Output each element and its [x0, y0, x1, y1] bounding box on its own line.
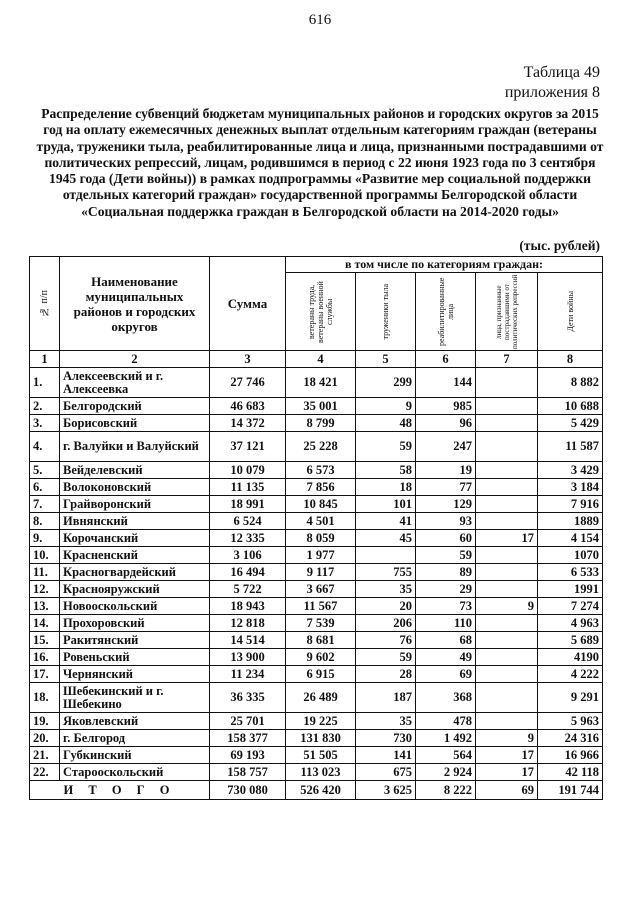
rehab-cell: 247: [416, 432, 476, 462]
table-row: [30, 479, 603, 496]
sum-cell: 69 193: [210, 747, 286, 764]
row-number: 17.: [30, 666, 60, 683]
children-cell: 3 429: [538, 462, 603, 479]
header-num-text: № п/п: [39, 290, 50, 317]
sum-cell: 37 121: [210, 432, 286, 462]
table-row: [30, 666, 603, 683]
workers-cell: 206: [356, 615, 416, 632]
rehab-cell: 478: [416, 713, 476, 730]
repressed-cell: [476, 649, 538, 666]
rehab-cell: 2 924: [416, 764, 476, 781]
header-workers: [356, 273, 416, 351]
total-row: [30, 781, 603, 800]
col-index: 5: [356, 351, 416, 368]
rehab-cell: 985: [416, 398, 476, 415]
sum-cell: 46 683: [210, 398, 286, 415]
header-name: Наименование муниципальных районов и городских округов: [60, 257, 210, 351]
workers-cell: 41: [356, 513, 416, 530]
district-name: Шебекинский и г. Шебекино: [60, 683, 210, 713]
children-cell: 42 118: [538, 764, 603, 781]
rehab-cell: 144: [416, 368, 476, 398]
workers-cell: 35: [356, 713, 416, 730]
repressed-cell: [476, 496, 538, 513]
repressed-cell: 17: [476, 747, 538, 764]
sum-cell: 5 722: [210, 581, 286, 598]
row-number: 5.: [30, 462, 60, 479]
repressed-cell: 17: [476, 764, 538, 781]
veterans-cell: 113 023: [286, 764, 356, 781]
row-number: 13.: [30, 598, 60, 615]
sum-cell: 158 757: [210, 764, 286, 781]
sum-cell: 18 943: [210, 598, 286, 615]
repressed-cell: [476, 666, 538, 683]
workers-cell: [356, 547, 416, 564]
table-row: [30, 581, 603, 598]
units-label: (тыс. рублей): [519, 238, 600, 253]
rehab-cell: 1 492: [416, 730, 476, 747]
col-index: 1: [30, 351, 60, 368]
table-row: [30, 747, 603, 764]
rehab-cell: 73: [416, 598, 476, 615]
district-name: Прохоровский: [60, 615, 210, 632]
sum-cell: 11 234: [210, 666, 286, 683]
rehab-cell: 59: [416, 547, 476, 564]
row-number: 9.: [30, 530, 60, 547]
total-rehab: 8 222: [416, 781, 476, 800]
district-name: Старооскольский: [60, 764, 210, 781]
rehab-cell: 29: [416, 581, 476, 598]
workers-cell: 58: [356, 462, 416, 479]
children-cell: 7 916: [538, 496, 603, 513]
rehab-cell: 69: [416, 666, 476, 683]
repressed-cell: [476, 683, 538, 713]
table-row: [30, 415, 603, 432]
district-name: Белгородский: [60, 398, 210, 415]
repressed-cell: [476, 462, 538, 479]
row-number: 16.: [30, 649, 60, 666]
rehab-cell: 368: [416, 683, 476, 713]
row-number: 11.: [30, 564, 60, 581]
table-row: [30, 649, 603, 666]
district-name: Губкинский: [60, 747, 210, 764]
workers-cell: 141: [356, 747, 416, 764]
row-number: 2.: [30, 398, 60, 415]
col-index: 8: [538, 351, 603, 368]
children-cell: 5 429: [538, 415, 603, 432]
veterans-cell: 25 228: [286, 432, 356, 462]
total-workers: 3 625: [356, 781, 416, 800]
veterans-cell: 11 567: [286, 598, 356, 615]
children-cell: 5 963: [538, 713, 603, 730]
district-name: Красненский: [60, 547, 210, 564]
table-row: [30, 683, 603, 713]
header-category-group: в том числе по категориям граждан:: [286, 257, 603, 273]
sum-cell: 6 524: [210, 513, 286, 530]
children-cell: 11 587: [538, 432, 603, 462]
workers-cell: 187: [356, 683, 416, 713]
children-cell: 4190: [538, 649, 603, 666]
district-name: Вейделевский: [60, 462, 210, 479]
sum-cell: 14 514: [210, 632, 286, 649]
veterans-cell: 26 489: [286, 683, 356, 713]
district-name: Алексеевский и г. Алексеевка: [60, 368, 210, 398]
row-number: 10.: [30, 547, 60, 564]
children-cell: 1991: [538, 581, 603, 598]
district-name: г. Белгород: [60, 730, 210, 747]
sum-cell: 16 494: [210, 564, 286, 581]
workers-cell: 755: [356, 564, 416, 581]
col-index: 6: [416, 351, 476, 368]
repressed-cell: 17: [476, 530, 538, 547]
veterans-cell: 8 059: [286, 530, 356, 547]
sum-cell: 14 372: [210, 415, 286, 432]
children-cell: 7 274: [538, 598, 603, 615]
repressed-cell: [476, 479, 538, 496]
repressed-cell: [476, 415, 538, 432]
workers-cell: 45: [356, 530, 416, 547]
children-cell: 24 316: [538, 730, 603, 747]
row-number: 8.: [30, 513, 60, 530]
district-name: Грайворонский: [60, 496, 210, 513]
row-number: 20.: [30, 730, 60, 747]
header-repressed: [476, 273, 538, 351]
col-index: 3: [210, 351, 286, 368]
veterans-cell: 9 602: [286, 649, 356, 666]
row-number: 1.: [30, 368, 60, 398]
table-row: [30, 713, 603, 730]
children-cell: 6 533: [538, 564, 603, 581]
district-name: Волоконовский: [60, 479, 210, 496]
row-number: 3.: [30, 415, 60, 432]
veterans-cell: 18 421: [286, 368, 356, 398]
workers-cell: 35: [356, 581, 416, 598]
veterans-cell: 131 830: [286, 730, 356, 747]
children-cell: 9 291: [538, 683, 603, 713]
children-cell: 4 963: [538, 615, 603, 632]
col-index: 2: [60, 351, 210, 368]
sum-cell: 27 746: [210, 368, 286, 398]
rehab-cell: 129: [416, 496, 476, 513]
sum-cell: 13 900: [210, 649, 286, 666]
workers-cell: 101: [356, 496, 416, 513]
table-row: [30, 496, 603, 513]
repressed-cell: [476, 513, 538, 530]
veterans-cell: 7 856: [286, 479, 356, 496]
sum-cell: 3 106: [210, 547, 286, 564]
header-children: [538, 273, 603, 351]
row-number: 14.: [30, 615, 60, 632]
row-number: 19.: [30, 713, 60, 730]
workers-cell: 59: [356, 432, 416, 462]
workers-cell: 20: [356, 598, 416, 615]
document-title: Распределение субвенций бюджетам муниципальных районов и городских округов за 2015 год на оплату ежемесячных денежных выплат отдельным категориям граждан (ветераны труда, труженики тыла, реабилитированные лица и лица, признанными пострадавшими от политических репрессий, лицам, родившимся в период с 22 июня 1923 года по 3 сентября 1945 года (Дети войны)) в рамках подпрограммы «Развитие мер социальной поддержки отдельных категорий граждан» государственной программы Белгородской области «Социальная поддержка граждан в Белгородской области на 2014-2020 годы»: [36, 106, 604, 219]
workers-cell: 9: [356, 398, 416, 415]
veterans-cell: 7 539: [286, 615, 356, 632]
table-row: [30, 462, 603, 479]
veterans-cell: 51 505: [286, 747, 356, 764]
workers-cell: 28: [356, 666, 416, 683]
repressed-cell: [476, 432, 538, 462]
header-veterans: [286, 273, 356, 351]
veterans-cell: 1 977: [286, 547, 356, 564]
workers-cell: 59: [356, 649, 416, 666]
total-sum: 730 080: [210, 781, 286, 800]
rehab-cell: 93: [416, 513, 476, 530]
total-repressed: 69: [476, 781, 538, 800]
children-cell: 4 222: [538, 666, 603, 683]
workers-cell: 675: [356, 764, 416, 781]
district-name: Корочанский: [60, 530, 210, 547]
header-rehab-text: реабилитированные лица: [436, 277, 455, 346]
row-number: 22.: [30, 764, 60, 781]
sum-cell: 12 818: [210, 615, 286, 632]
col-index: 4: [286, 351, 356, 368]
rehab-cell: 60: [416, 530, 476, 547]
district-name: Ракитянский: [60, 632, 210, 649]
col-index: 7: [476, 351, 538, 368]
district-name: Борисовский: [60, 415, 210, 432]
district-name: Ровеньский: [60, 649, 210, 666]
children-cell: 4 154: [538, 530, 603, 547]
table-row: [30, 530, 603, 547]
header-repressed-text: лица, признанные пострадавшими от политических репрессий: [494, 274, 519, 349]
row-number: 6.: [30, 479, 60, 496]
workers-cell: 48: [356, 415, 416, 432]
repressed-cell: [476, 564, 538, 581]
column-index-row: [30, 351, 603, 368]
header-rehab: [416, 273, 476, 351]
table-row: [30, 513, 603, 530]
veterans-cell: 19 225: [286, 713, 356, 730]
rehab-cell: 110: [416, 615, 476, 632]
rehab-cell: 49: [416, 649, 476, 666]
table-row: [30, 764, 603, 781]
row-number: 7.: [30, 496, 60, 513]
workers-cell: 76: [356, 632, 416, 649]
district-name: Чернянский: [60, 666, 210, 683]
repressed-cell: [476, 547, 538, 564]
workers-cell: 730: [356, 730, 416, 747]
annex-label: приложения 8: [504, 84, 600, 101]
repressed-cell: [476, 632, 538, 649]
district-name: Яковлевский: [60, 713, 210, 730]
rehab-cell: 77: [416, 479, 476, 496]
rehab-cell: 19: [416, 462, 476, 479]
repressed-cell: [476, 398, 538, 415]
sum-cell: 25 701: [210, 713, 286, 730]
repressed-cell: 9: [476, 598, 538, 615]
rehab-cell: 89: [416, 564, 476, 581]
table-label: Таблица 49: [523, 64, 600, 81]
district-name: г. Валуйки и Валуйский: [60, 432, 210, 462]
table-row: [30, 432, 603, 462]
children-cell: 1070: [538, 547, 603, 564]
row-number: 12.: [30, 581, 60, 598]
rehab-cell: 564: [416, 747, 476, 764]
header-sum: Сумма: [210, 257, 286, 351]
rehab-cell: 96: [416, 415, 476, 432]
table-row: [30, 598, 603, 615]
total-label: И Т О Г О: [30, 781, 210, 800]
header-num: [30, 257, 60, 351]
workers-cell: 18: [356, 479, 416, 496]
sum-cell: 36 335: [210, 683, 286, 713]
table-row: [30, 730, 603, 747]
veterans-cell: 8 799: [286, 415, 356, 432]
row-number: 15.: [30, 632, 60, 649]
veterans-cell: 9 117: [286, 564, 356, 581]
repressed-cell: [476, 581, 538, 598]
veterans-cell: 6 915: [286, 666, 356, 683]
page-number: 616: [308, 12, 332, 28]
veterans-cell: 3 667: [286, 581, 356, 598]
children-cell: 8 882: [538, 368, 603, 398]
sum-cell: 12 335: [210, 530, 286, 547]
district-name: Новооскольский: [60, 598, 210, 615]
sum-cell: 11 135: [210, 479, 286, 496]
repressed-cell: [476, 368, 538, 398]
district-name: Красногвардейский: [60, 564, 210, 581]
total-veterans: 526 420: [286, 781, 356, 800]
row-number: 21.: [30, 747, 60, 764]
row-number: 4.: [30, 432, 60, 462]
repressed-cell: [476, 713, 538, 730]
children-cell: 1889: [538, 513, 603, 530]
sum-cell: 18 991: [210, 496, 286, 513]
repressed-cell: [476, 615, 538, 632]
children-cell: 5 689: [538, 632, 603, 649]
veterans-cell: 35 001: [286, 398, 356, 415]
children-cell: 10 688: [538, 398, 603, 415]
repressed-cell: 9: [476, 730, 538, 747]
sum-cell: 10 079: [210, 462, 286, 479]
table-row: [30, 632, 603, 649]
district-name: Ивнянский: [60, 513, 210, 530]
header-children-text: Дети войны: [565, 291, 575, 332]
row-number: 18.: [30, 683, 60, 713]
table-row: [30, 615, 603, 632]
veterans-cell: 4 501: [286, 513, 356, 530]
table-row: [30, 368, 603, 398]
children-cell: 3 184: [538, 479, 603, 496]
total-children: 191 744: [538, 781, 603, 800]
table-row: [30, 547, 603, 564]
veterans-cell: 10 845: [286, 496, 356, 513]
header-veterans-text: ветераны труда, ветераны военной службы: [307, 280, 334, 343]
district-name: Краснояружский: [60, 581, 210, 598]
table-row: [30, 564, 603, 581]
workers-cell: 299: [356, 368, 416, 398]
table-row: [30, 398, 603, 415]
veterans-cell: 8 681: [286, 632, 356, 649]
header-workers-text: труженики тыла: [381, 283, 390, 340]
veterans-cell: 6 573: [286, 462, 356, 479]
sum-cell: 158 377: [210, 730, 286, 747]
rehab-cell: 68: [416, 632, 476, 649]
children-cell: 16 966: [538, 747, 603, 764]
subsidy-table: [29, 256, 603, 800]
